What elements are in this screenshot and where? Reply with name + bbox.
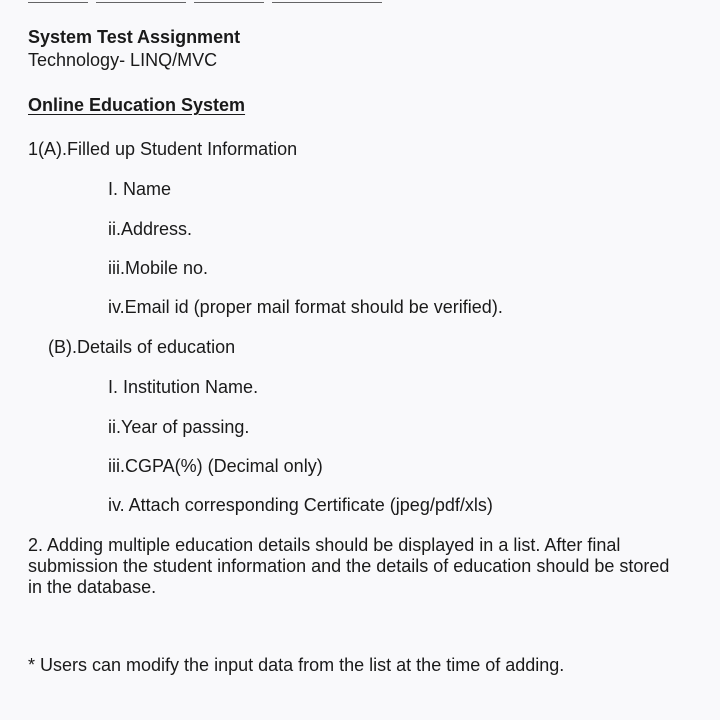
section-a-item-email: iv.Email id (proper mail format should be verified). — [108, 297, 503, 317]
section-b-heading: (B).Details of education — [48, 337, 236, 357]
section-a-item-name: I. Name — [108, 179, 172, 199]
document-subtitle: Online Education System — [28, 95, 246, 115]
section-b-item-cgpa: iii.CGPA(%) (Decimal only) — [108, 456, 323, 476]
section-b-item-year: ii.Year of passing. — [108, 417, 250, 437]
cropped-top-text — [28, 0, 408, 3]
technology-line: Technology- LINQ/MVC — [28, 50, 218, 70]
note-line: * Users can modify the input data from the list at the time of adding. — [28, 655, 565, 675]
section-a-heading: 1(A).Filled up Student Information — [28, 139, 298, 159]
document-title: System Test Assignment — [28, 27, 241, 47]
section-a-item-address: ii.Address. — [108, 219, 193, 239]
point-2-paragraph: 2. Adding multiple education details should be displayed in a list. After final submission the student information and the details of education should be stored in the database. — [28, 535, 670, 597]
section-a-item-mobile: iii.Mobile no. — [108, 258, 209, 278]
section-b-item-certificate: iv. Attach corresponding Certificate (jpeg/pdf/xls) — [108, 495, 493, 515]
section-b-item-institution: I. Institution Name. — [108, 377, 259, 397]
